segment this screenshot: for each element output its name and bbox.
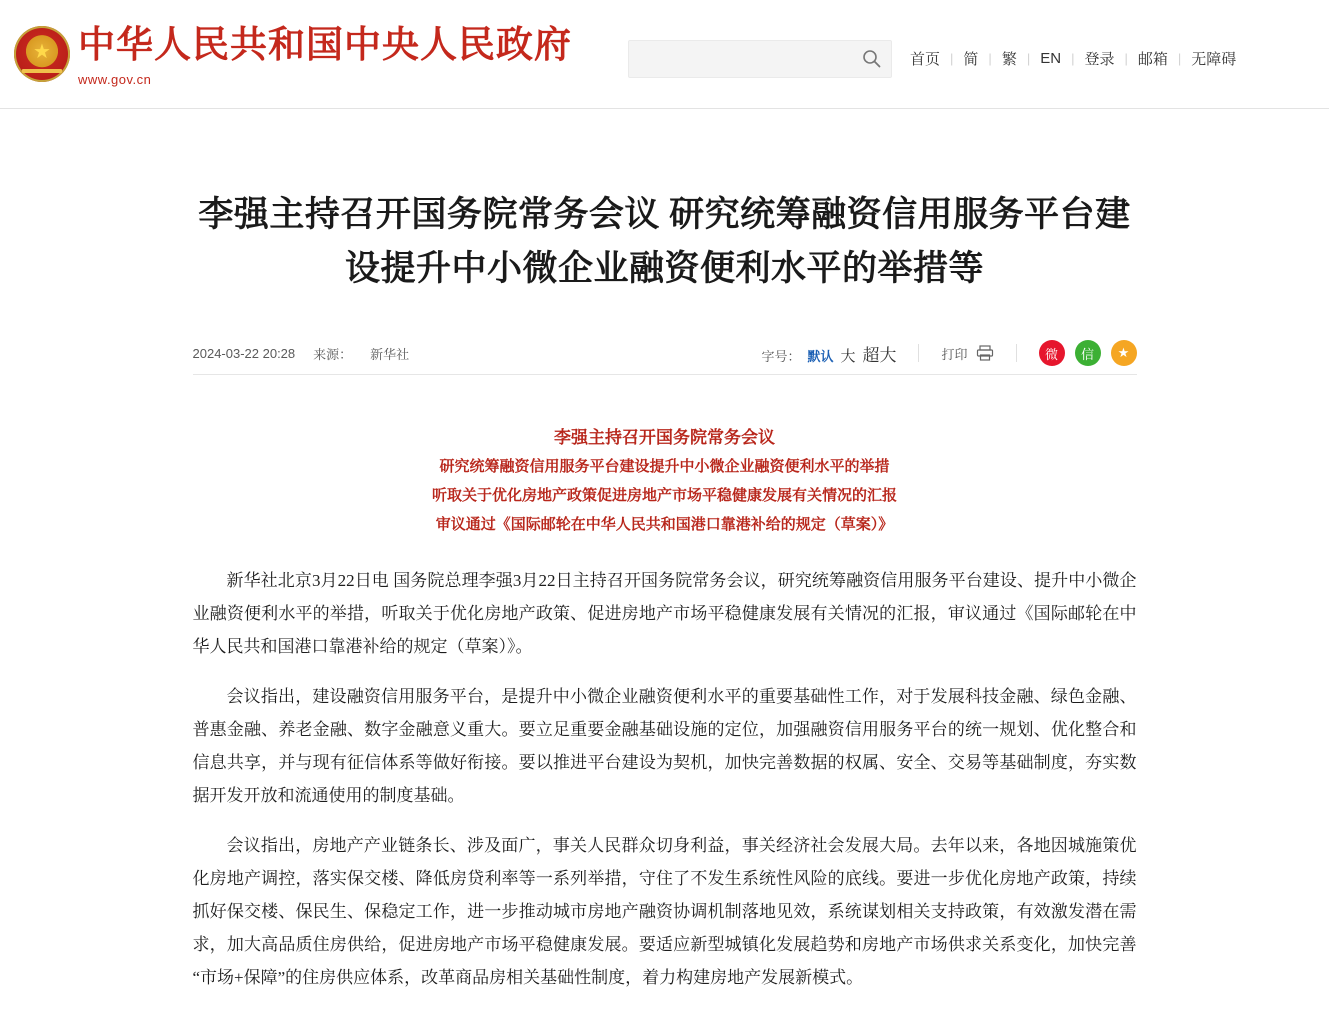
subtitle-line-3: 审议通过《国际邮轮在中华人民共和国港口靠港补给的规定（草案）》	[435, 517, 894, 534]
site-title-block[interactable]	[78, 24, 572, 87]
article-subtitle-block	[193, 423, 1137, 540]
fontsize-label: 字号：	[761, 348, 801, 364]
nav-item-english[interactable]: EN	[1040, 50, 1062, 67]
meta-divider	[918, 344, 919, 362]
print-label: 打印	[941, 346, 968, 362]
source-label: 来源：	[313, 346, 353, 362]
top-navigation	[900, 48, 1246, 69]
emblem-base-bar	[22, 69, 62, 73]
article-meta-bar	[193, 332, 1137, 375]
nav-item-mail[interactable]: 邮箱	[1137, 51, 1168, 68]
favorite-share-icon[interactable]: ★	[1111, 340, 1137, 366]
site-header	[0, 0, 1329, 109]
meta-right-group	[761, 332, 1136, 374]
nav-item-traditional[interactable]: 繁	[1001, 51, 1017, 68]
nav-separator: |	[1071, 51, 1075, 66]
nav-item-accessibility[interactable]: 无障碍	[1191, 51, 1237, 68]
nav-separator: |	[988, 51, 992, 66]
paragraph: 新华社北京3月22日电 国务院总理李强3月22日主持召开国务院常务会议，研究统筹融资信用服务平台建设、提升中小微企业融资便利水平的举措，听取关于优化房地产政策、促进房地产市场平稳健康发展有关情况的汇报，审议通过《国际邮轮在中华人民共和国港口靠港补给的规定（草案）》。	[192, 571, 1137, 657]
fontsize-default-option[interactable]: 默认	[807, 348, 834, 364]
subtitle-line-1: 研究统筹融资信用服务平台建设提升中小微企业融资便利水平的举措	[439, 459, 890, 476]
subtitle-line-2: 听取关于优化房地产政策促进房地产市场平稳健康发展有关情况的汇报	[431, 488, 897, 505]
site-url: www.gov.cn	[78, 72, 152, 87]
article-container	[193, 109, 1137, 994]
fontsize-xlarge-option[interactable]: 超大	[862, 345, 897, 365]
subtitle-main: 李强主持召开国务院常务会议	[554, 428, 775, 448]
page-title: 李强主持召开国务院常务会议 研究统筹融资信用服务平台建设提升中小微企业融资便利水平的举措等	[198, 195, 1131, 289]
meta-left-group	[193, 344, 410, 363]
weibo-share-icon[interactable]: 微	[1039, 340, 1065, 366]
national-emblem-icon	[14, 26, 70, 82]
paragraph: 会议指出，建设融资信用服务平台，是提升中小微企业融资便利水平的重要基础性工作，对于发展科技金融、绿色金融、普惠金融、养老金融、数字金融意义重大。要立足重要金融基础设施的定位，加强融资信用服务平台的统一规划、优化整合和信息共享，并与现有征信体系等做好衔接。要以推进平台建设为契机，加快完善数据的权属、安全、交易等基础制度，夯实数据开发开放和流通使用的制度基础。	[192, 687, 1137, 806]
paragraph: 会议指出，房地产产业链条长、涉及面广，事关人民群众切身利益，事关经济社会发展大局。去年以来，各地因城施策优化房地产调控，落实保交楼、降低房贷利率等一系列举措，守住了不发生系统性风险的底线。要进一步优化房地产政策，持续抓好保交楼、保民生、保稳定工作，进一步推动城市房地产融资协调机制落地见效，系统谋划相关支持政策，有效激发潜在需求，加大高品质住房供给，促进房地产市场平稳健康发展。要适应新型城镇化发展趋势和房地产市场供求关系变化，加快完善“市场+保障”的住房供应体系，改革商品房相关基础性制度，着力构建房地产发展新模式。	[192, 836, 1137, 988]
nav-separator: |	[1124, 51, 1128, 66]
fontsize-control	[761, 341, 896, 366]
emblem-star-icon: ★	[33, 40, 51, 63]
publish-date: 2024-03-22 20:28	[192, 345, 296, 361]
wechat-share-icon[interactable]: 信	[1075, 340, 1101, 366]
printer-icon[interactable]	[976, 345, 994, 361]
nav-separator: |	[1026, 51, 1031, 66]
site-name: 中华人民共和国中央人民政府	[78, 25, 572, 66]
article-body	[193, 423, 1137, 994]
source-name: 新华社	[370, 346, 410, 362]
share-control	[1039, 340, 1137, 366]
search-input[interactable]	[639, 41, 853, 77]
print-control[interactable]	[941, 344, 993, 363]
meta-divider	[1016, 344, 1017, 362]
search-box[interactable]	[628, 40, 892, 78]
article-paragraphs	[193, 564, 1137, 994]
nav-item-login[interactable]: 登录	[1084, 51, 1115, 68]
search-icon[interactable]	[862, 49, 881, 68]
nav-item-simplified[interactable]: 简	[963, 51, 979, 68]
nav-separator: |	[1177, 51, 1182, 66]
nav-item-home[interactable]: 首页	[910, 51, 941, 68]
fontsize-large-option[interactable]: 大	[840, 347, 856, 365]
nav-separator: |	[950, 51, 954, 66]
